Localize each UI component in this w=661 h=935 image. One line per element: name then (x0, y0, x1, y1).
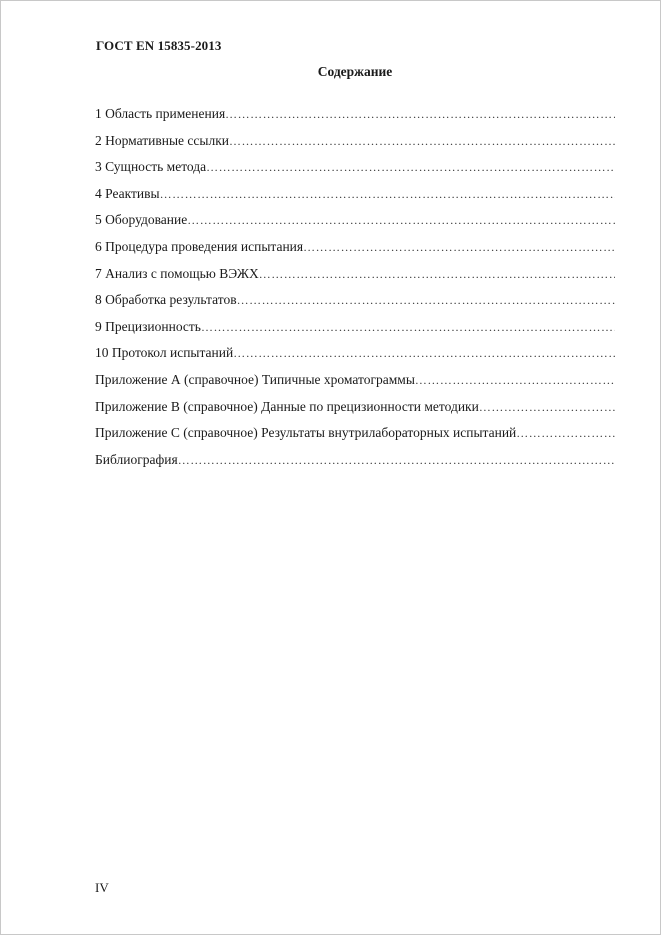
toc-item-label: Библиография (95, 451, 178, 467)
toc-item-appendix-a[interactable] (95, 372, 615, 399)
toc-dot-leader (237, 293, 615, 308)
toc-dot-leader (187, 213, 615, 228)
toc-item-label: Приложение С (справочное) Результаты внутрилабораторных испытаний (95, 425, 517, 441)
toc-item-label: 3 Сущность метода (95, 159, 207, 175)
toc-item-label: 5 Оборудование (95, 212, 188, 228)
toc-dot-leader (479, 400, 615, 415)
toc-item-label: 9 Прецизионность (95, 318, 201, 334)
toc-item-label: Приложение В (справочное) Данные по прецизионности методики (95, 398, 479, 414)
toc-item-test-procedure[interactable] (95, 239, 615, 266)
toc-item-label: 1 Область применения (95, 106, 226, 121)
toc-item-label: Приложение А (справочное) Типичные хроматограммы (95, 371, 415, 387)
toc-item-method-principle[interactable] (95, 159, 615, 186)
toc-item-label: 10 Протокол испытаний (95, 345, 234, 361)
toc-dot-leader (178, 453, 615, 468)
toc-dot-leader (160, 187, 615, 202)
toc-dot-leader (303, 240, 615, 255)
toc-item-label: 4 Реактивы (95, 185, 160, 201)
toc-dot-leader (415, 373, 615, 388)
toc-item-appendix-c[interactable] (95, 425, 615, 452)
toc-dot-leader (516, 426, 615, 441)
toc-dot-leader (225, 107, 615, 122)
toc-item-results-processing[interactable] (95, 292, 615, 319)
toc-dot-leader (206, 160, 615, 175)
toc-item-equipment[interactable] (95, 212, 615, 239)
toc-dot-leader (259, 267, 615, 282)
page-number: IV (95, 880, 109, 895)
toc-item-precision[interactable] (95, 319, 615, 346)
toc-item-hplc-analysis[interactable] (95, 266, 615, 293)
toc-item-normative-references[interactable] (95, 133, 615, 160)
toc-item-reagents[interactable] (95, 186, 615, 213)
toc-dot-leader (233, 346, 615, 361)
toc-item-label: 6 Процедура проведения испытания (95, 238, 304, 254)
page-title: Содержание (317, 64, 393, 79)
toc-item-label: 2 Нормативные ссылки (95, 132, 229, 148)
toc-item-label: 8 Обработка результатов (95, 292, 237, 308)
toc-item-appendix-b[interactable] (95, 399, 615, 426)
table-of-contents (95, 106, 615, 478)
toc-dot-leader (229, 134, 615, 149)
toc-item-bibliography[interactable] (95, 452, 615, 479)
toc-dot-leader (201, 320, 615, 335)
toc-item-scope[interactable] (95, 106, 615, 133)
toc-item-label: 7 Анализ с помощью ВЭЖХ (95, 265, 259, 281)
toc-item-test-report[interactable] (95, 345, 615, 372)
document-code: ГОСТ EN 15835-2013 (96, 38, 222, 53)
